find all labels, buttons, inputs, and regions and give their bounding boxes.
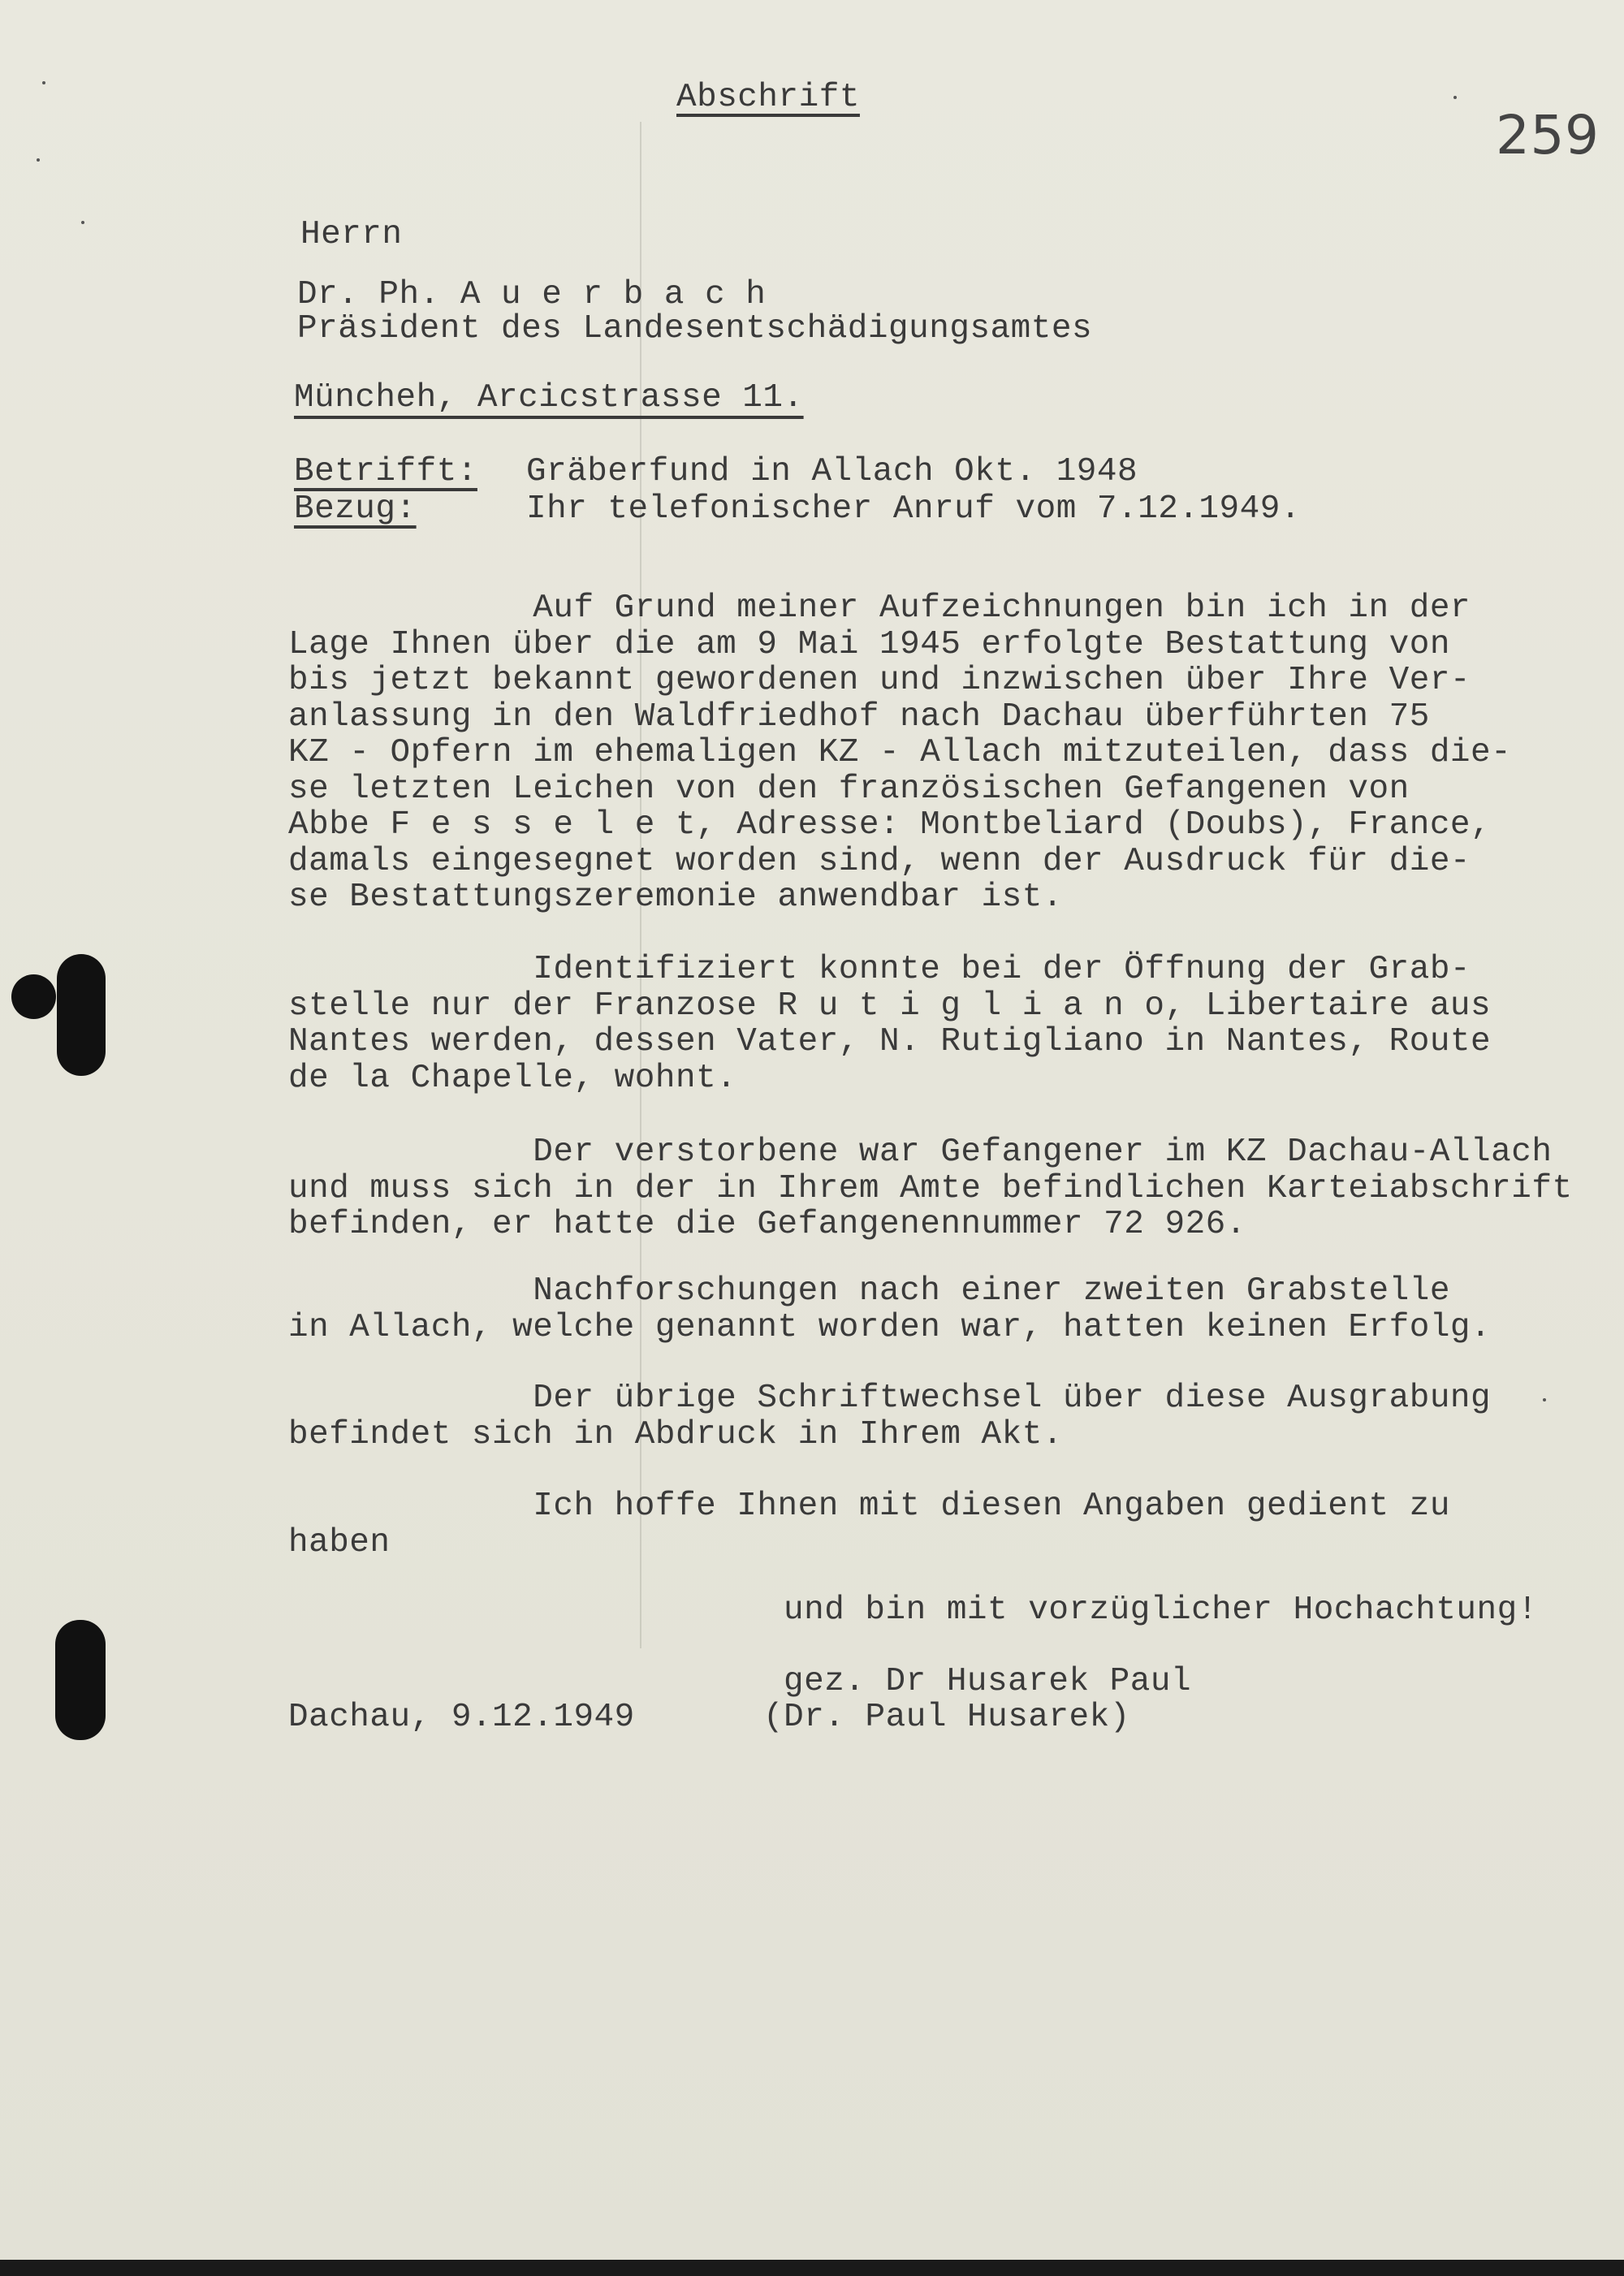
paragraph-correspondence: Der übrige Schriftwechsel über diese Ausgrabung befindet sich in Abdruck in Ihrem Akt. xyxy=(288,1380,1492,1453)
paragraph-closing: Ich hoffe Ihnen mit diesen Angaben gedient zu haben xyxy=(288,1488,1450,1561)
recipient-address: Müncheh, Arcicstrasse 11. xyxy=(294,379,804,417)
closing-greeting: und bin mit vorzüglicher Hochachtung! xyxy=(784,1591,1538,1629)
scan-edge xyxy=(0,2260,1624,2276)
place-date: Dachau, 9.12.1949 xyxy=(288,1699,635,1736)
punch-hole-upper xyxy=(57,954,106,1076)
speck xyxy=(42,81,45,84)
paragraph-search: Nachforschungen nach einer zweiten Grabstelle in Allach, welche genannt worden war, hatten keinen Erfolg. xyxy=(288,1272,1492,1346)
subject-text: Gräberfund in Allach Okt. 1948 xyxy=(526,453,1138,490)
punch-hole-lower xyxy=(55,1620,106,1740)
punch-hole-mark xyxy=(11,974,56,1019)
paragraph-burial: Auf Grund meiner Aufzeichnungen bin ich in der Lage Ihnen über die am 9 Mai 1945 erfolgte Bestattung von bis jetzt bekannt gewordenen und inzwischen über Ihre Ver- anlassung in den Waldfriedhof nach Dachau überführten 75 KZ - Opfern im ehemaligen KZ - Allach mitzuteilen, dass die- se letzten Leichen von den französischen Gefangenen von Abbe F e s s e l e t, Adresse: Montbeliard (Doubs), France, damals eingesegnet worden sind, wenn der Ausdruck für die- se Bestattungszeremonie anwendbar ist. xyxy=(288,590,1512,916)
page-number: 259 xyxy=(1496,104,1600,166)
speck xyxy=(37,158,40,162)
paragraph-prisoner: Der verstorbene war Gefangener im KZ Dachau-Allach und muss sich in der in Ihrem Amte befindlichen Karteiabschrift befinden, er hatte die Gefangenennummer 72 926. xyxy=(288,1134,1573,1243)
speck xyxy=(81,221,84,224)
paragraph-identification: Identifiziert konnte bei der Öffnung der Grab- stelle nur der Franzose R u t i g l i a n o, Libertaire aus Nantes werden, dessen Vater, N. Rutigliano in Nantes, Route de la Chapelle, wohnt. xyxy=(288,951,1492,1097)
signature-name: (Dr. Paul Husarek) xyxy=(763,1699,1130,1736)
reference-text: Ihr telefonischer Anruf vom 7.12.1949. xyxy=(526,490,1301,528)
signature-line: gez. Dr Husarek Paul xyxy=(784,1663,1192,1700)
reference-label: Bezug: xyxy=(294,490,417,528)
speck xyxy=(1453,96,1457,99)
document-title: Abschrift xyxy=(676,79,860,116)
recipient-position: Präsident des Landesentschädigungsamtes xyxy=(297,310,1093,348)
recipient-name: Dr. Ph. A u e r b a c h xyxy=(297,276,767,313)
recipient-salutation: Herrn xyxy=(300,216,403,253)
subject-label: Betrifft: xyxy=(294,453,477,490)
